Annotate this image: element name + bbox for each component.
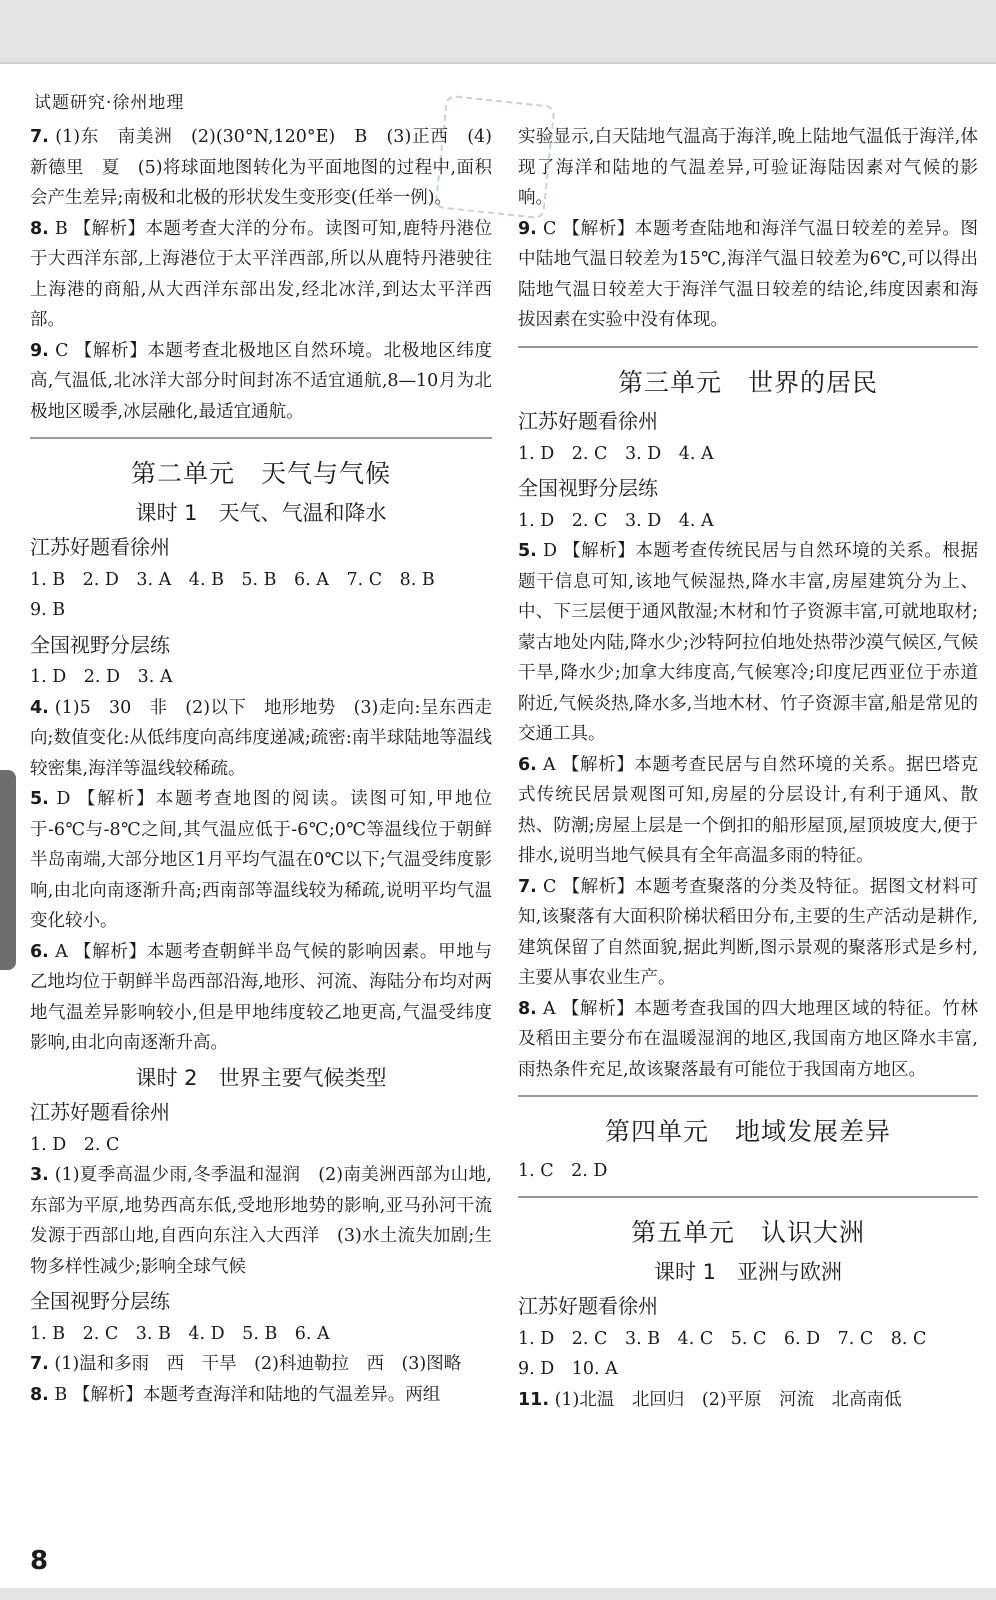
item-number: 6. [518,754,537,775]
item-text: (1)北温 北回归 (2)平原 河流 北高南低 [549,1389,902,1410]
answer-row: 1. D 2. C [30,1134,120,1155]
item-number: 7. [30,127,49,147]
lesson-title: 课时 1 亚洲与欧洲 [653,1259,843,1284]
answer-row: 1. D 2. C 3. D 4. A [518,443,714,464]
page-number: 8 [30,1546,49,1576]
answer-item [518,1385,978,1416]
item-number: 4. [30,697,49,718]
subsection-title: 全国视野分层练 [518,476,658,500]
item-text: D 【解析】本题考查地图的阅读。读图可知,甲地位于-6℃与-8℃之间,其气温应低于-6℃;0℃等温线位于朝鲜半岛南端,大部分地区1月平均气温在0℃以下;气温受纬度影响,由北向南逐渐升高;西南部等温线较为稀疏,说明平均气温变化较小。 [30,789,492,931]
answer-row: 1. D 2. C 3. D 4. A [518,510,714,531]
item-text: (1)东 南美洲 (2)(30°N,120°E) B (3)正西 (4)新德里 夏 (5)将球面地图转化为平面地图的过程中,面积会产生差异;南极和北极的形状发生变形变(任举一例)。 [30,127,492,208]
answer-item [518,214,978,336]
answer-row: 1. C 2. D [518,1160,608,1181]
item-text: B 【解析】本题考查海洋和陆地的气温差异。两组 [48,1384,441,1405]
answer-item [518,872,978,994]
item-text: A 【解析】本题考查朝鲜半岛气候的影响因素。甲地与乙地均位于朝鲜半岛西部沿海,地形、河流、海陆分布均对两地气温差异影响较小,但是甲地纬度较乙地更高,气温受纬度影响,由北向南逐渐升高。 [30,941,492,1053]
answer-item [518,994,978,1086]
answer-item [518,750,978,872]
answer-item [30,214,492,336]
item-number: 7. [30,1354,49,1374]
answer-item [30,693,492,785]
item-number: 11. [518,1389,550,1410]
item-text: 实验显示,白天陆地气温高于海洋,晚上陆地气温低于海洋,体现了海洋和陆地的气温差异,可验证海陆因素对气候的影响。 [518,127,978,208]
answer-row: 1. D 2. C 3. B 4. C 5. C 6. D 7. C 8. C [518,1328,927,1349]
item-number: 8. [518,998,537,1019]
unit-title: 第三单元 世界的居民 [617,367,878,397]
answer-item [30,1160,492,1282]
section-divider [30,437,492,439]
side-tab [0,770,16,970]
section-divider [518,1196,978,1198]
section-divider [518,1095,978,1097]
bottom-scan-band [0,1588,996,1600]
item-text: C 【解析】本题考查陆地和海洋气温日较差的差异。图中陆地气温日较差为15℃,海洋气温日较差为6℃,可以得出陆地气温日较差大于海洋气温日较差的结论,纬度因素和海拔因素在实验中没有体现。 [518,218,978,330]
item-text: (1)夏季高温少雨,冬季温和湿润 (2)南美洲西部为山地,东部为平原,地势西高东低,受地形地势的影响,亚马孙河干流发源于西部山地,自西向东注入大西洋 (3)水土流失加剧;生物多样性减少;影响全球气候 [30,1165,492,1277]
answer-row: 1. B 2. C 3. B 4. D 5. B 6. A [30,1323,330,1344]
subsection-title: 全国视野分层练 [30,1289,170,1313]
item-number: 3. [30,1165,49,1185]
subsection-title: 江苏好题看徐州 [30,1100,170,1124]
item-text: A 【解析】本题考查民居与自然环境的关系。据巴塔克式传统民居景观图可知,房屋的分层设计,有利于通风、散热、防潮;房屋上层是一个倒扣的船形屋顶,屋顶坡度大,便于排水,说明当地气候具有全年高温多雨的特征。 [518,754,978,866]
answer-item [30,336,492,428]
item-text: (1)5 30 非 (2)以下 地形地势 (3)走向:呈东西走向;数值变化:从低纬度向高纬度递减;疏密:南半球陆地等温线较密集,海洋等温线较稀疏。 [30,697,492,779]
item-number: 9. [30,340,49,361]
item-text: B 【解析】本题考查大洋的分布。读图可知,鹿特丹港位于大西洋东部,上海港位于太平洋西部,所以从鹿特丹港驶往上海港的商船,从大西洋东部出发,经北冰洋,到达太平洋西部。 [30,218,492,330]
item-number: 8. [30,218,49,239]
right-column [518,122,978,1415]
item-text: C 【解析】本题考查北极地区自然环境。北极地区纬度高,气温低,北冰洋大部分时间封冻不适宜通航,8—10月为北极地区暖季,冰层融化,最适宜通航。 [30,340,492,422]
item-number: 9. [518,218,537,239]
subsection-title: 江苏好题看徐州 [30,535,170,559]
item-text: C 【解析】本题考查聚落的分类及特征。据图文材料可知,该聚落有大面积阶梯状稻田分布,主要的生产活动是耕作,建筑保留了自然面貌,据此判断,图示景观的聚落形式是乡村,主要从事农业生产。 [518,876,978,988]
unit-title: 第五单元 认识大洲 [630,1218,865,1247]
answer-item [30,122,492,214]
answer-item [30,1380,492,1411]
item-text: (1)温和多雨 西 干旱 (2)科迪勒拉 西 (3)图略 [48,1354,462,1374]
answer-item [518,122,978,214]
item-number: 8. [30,1384,49,1405]
unit-title: 第四单元 地域发展差异 [604,1117,891,1146]
unit-title: 第二单元 天气与气候 [130,459,391,488]
section-divider [518,346,978,348]
page-header: 试题研究·徐州地理 [34,93,185,113]
subsection-title: 江苏好题看徐州 [518,1294,658,1318]
answer-row: 1. D 2. D 3. A [30,667,173,687]
item-number: 5. [30,789,49,809]
top-scan-band [0,0,996,64]
item-text: A 【解析】本题考查我国的四大地理区域的特征。竹林及稻田主要分布在温暖湿润的地区,我国南方地区降水丰富,雨热条件充足,故该聚落最有可能位于我国南方地区。 [518,998,978,1080]
item-text: D 【解析】本题考查传统民居与自然环境的关系。根据题干信息可知,该地气候湿热,降水丰富,房屋建筑分为上、中、下三层便于通风散湿;木材和竹子资源丰富,可就地取材;蒙古地处内陆,降水少;沙特阿拉伯地处热带沙漠气候区,气候干旱,降水少;加拿大纬度高,气候寒冷;印度尼西亚位于赤道附近,气候炎热,降水多,当地木材、竹子资源丰富,船是常见的交通工具。 [518,541,978,744]
item-number: 7. [518,876,537,897]
answer-item [30,1349,492,1380]
answer-row: 1. B 2. D 3. A 4. B 5. B 6. A 7. C 8. B [30,569,435,590]
answer-item [30,784,492,937]
answer-row: 9. D 10. A [518,1359,618,1379]
subsection-title: 江苏好题看徐州 [518,409,658,433]
subsection-title: 全国视野分层练 [30,632,170,657]
lesson-title: 课时 2 世界主要气候类型 [135,1065,387,1090]
item-number: 6. [30,941,49,962]
answer-row: 9. B [30,600,66,620]
lesson-title: 课时 1 天气、气温和降水 [135,500,387,525]
item-number: 5. [518,541,537,561]
answer-item [30,937,492,1059]
answer-item [518,536,978,750]
left-column [30,122,492,1410]
